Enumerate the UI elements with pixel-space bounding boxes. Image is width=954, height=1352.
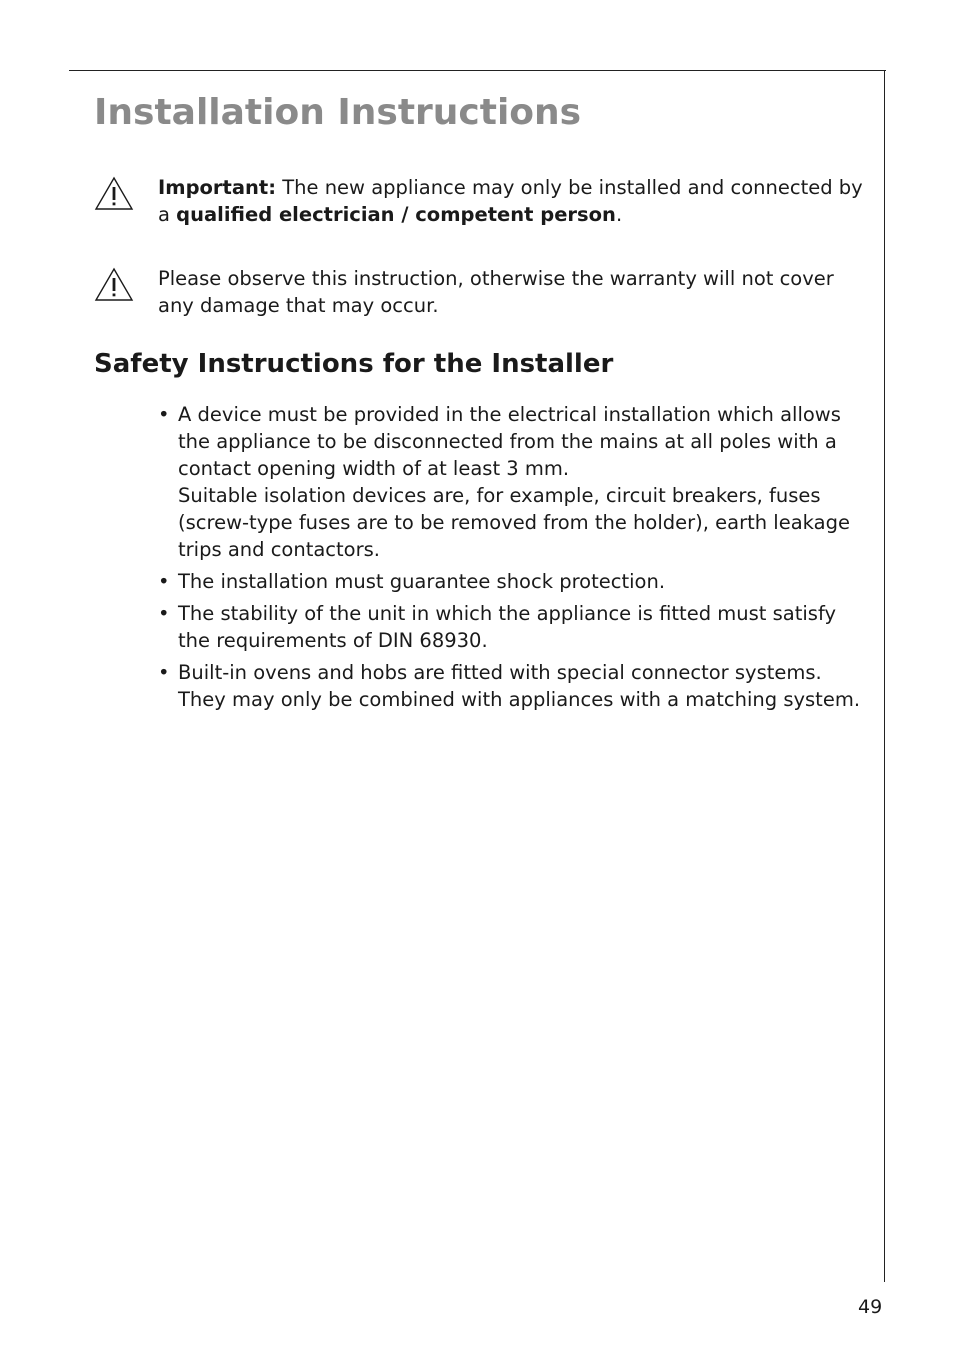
list-item (158, 600, 868, 654)
important-label: Important: (158, 176, 277, 199)
warning-text-part: . (615, 203, 623, 226)
list-item-line: the requirements of DIN 68930. (178, 629, 488, 652)
list-item-line: Suitable isolation devices are, for example, circuit breakers, fuses (178, 484, 821, 507)
warning-text (158, 265, 878, 319)
safety-bullet-list (158, 401, 868, 718)
list-item-line: A device must be provided in the electrical installation which allows (178, 403, 841, 426)
list-item (158, 568, 868, 595)
page-number: 49 (858, 1296, 883, 1318)
list-item-line: Built-in ovens and hobs are fitted with special connector systems. (178, 661, 822, 684)
page-title: Installation Instructions (94, 92, 582, 133)
warning-text-part: a (158, 203, 177, 226)
warning-triangle-icon (94, 267, 134, 303)
warning-text-part: The new appliance may only be installed and connected by (276, 176, 863, 199)
list-item-line: trips and contactors. (178, 538, 380, 561)
list-item-line: They may only be combined with appliances with a matching system. (178, 688, 861, 711)
warning-line: Please observe this instruction, otherwise the warranty will not cover (158, 267, 834, 290)
qualified-person-emphasis: qualified electrician / competent person (176, 203, 616, 226)
list-item (158, 401, 868, 563)
list-item-line: the appliance to be disconnected from the mains at all poles with a (178, 430, 837, 453)
warning-line (158, 203, 622, 226)
bullet-dot: • (158, 403, 170, 426)
list-item-line: contact opening width of at least 3 mm. (178, 457, 570, 480)
bullet-dot: • (158, 602, 170, 625)
right-margin-rule (884, 70, 885, 1282)
list-item-line: (screw-type fuses are to be removed from the holder), earth leakage (178, 511, 850, 534)
list-item-line: The installation must guarantee shock protection. (178, 570, 666, 593)
warning-line: any damage that may occur. (158, 294, 439, 317)
section-heading: Safety Instructions for the Installer (94, 349, 614, 379)
list-item-line: The stability of the unit in which the appliance is fitted must satisfy (178, 602, 837, 625)
bullet-dot: • (158, 661, 170, 684)
bullet-dot: • (158, 570, 170, 593)
warning-text (158, 174, 878, 228)
list-item (158, 659, 868, 713)
top-rule (69, 70, 886, 71)
warning-triangle-icon (94, 176, 134, 212)
warning-line (158, 176, 863, 199)
